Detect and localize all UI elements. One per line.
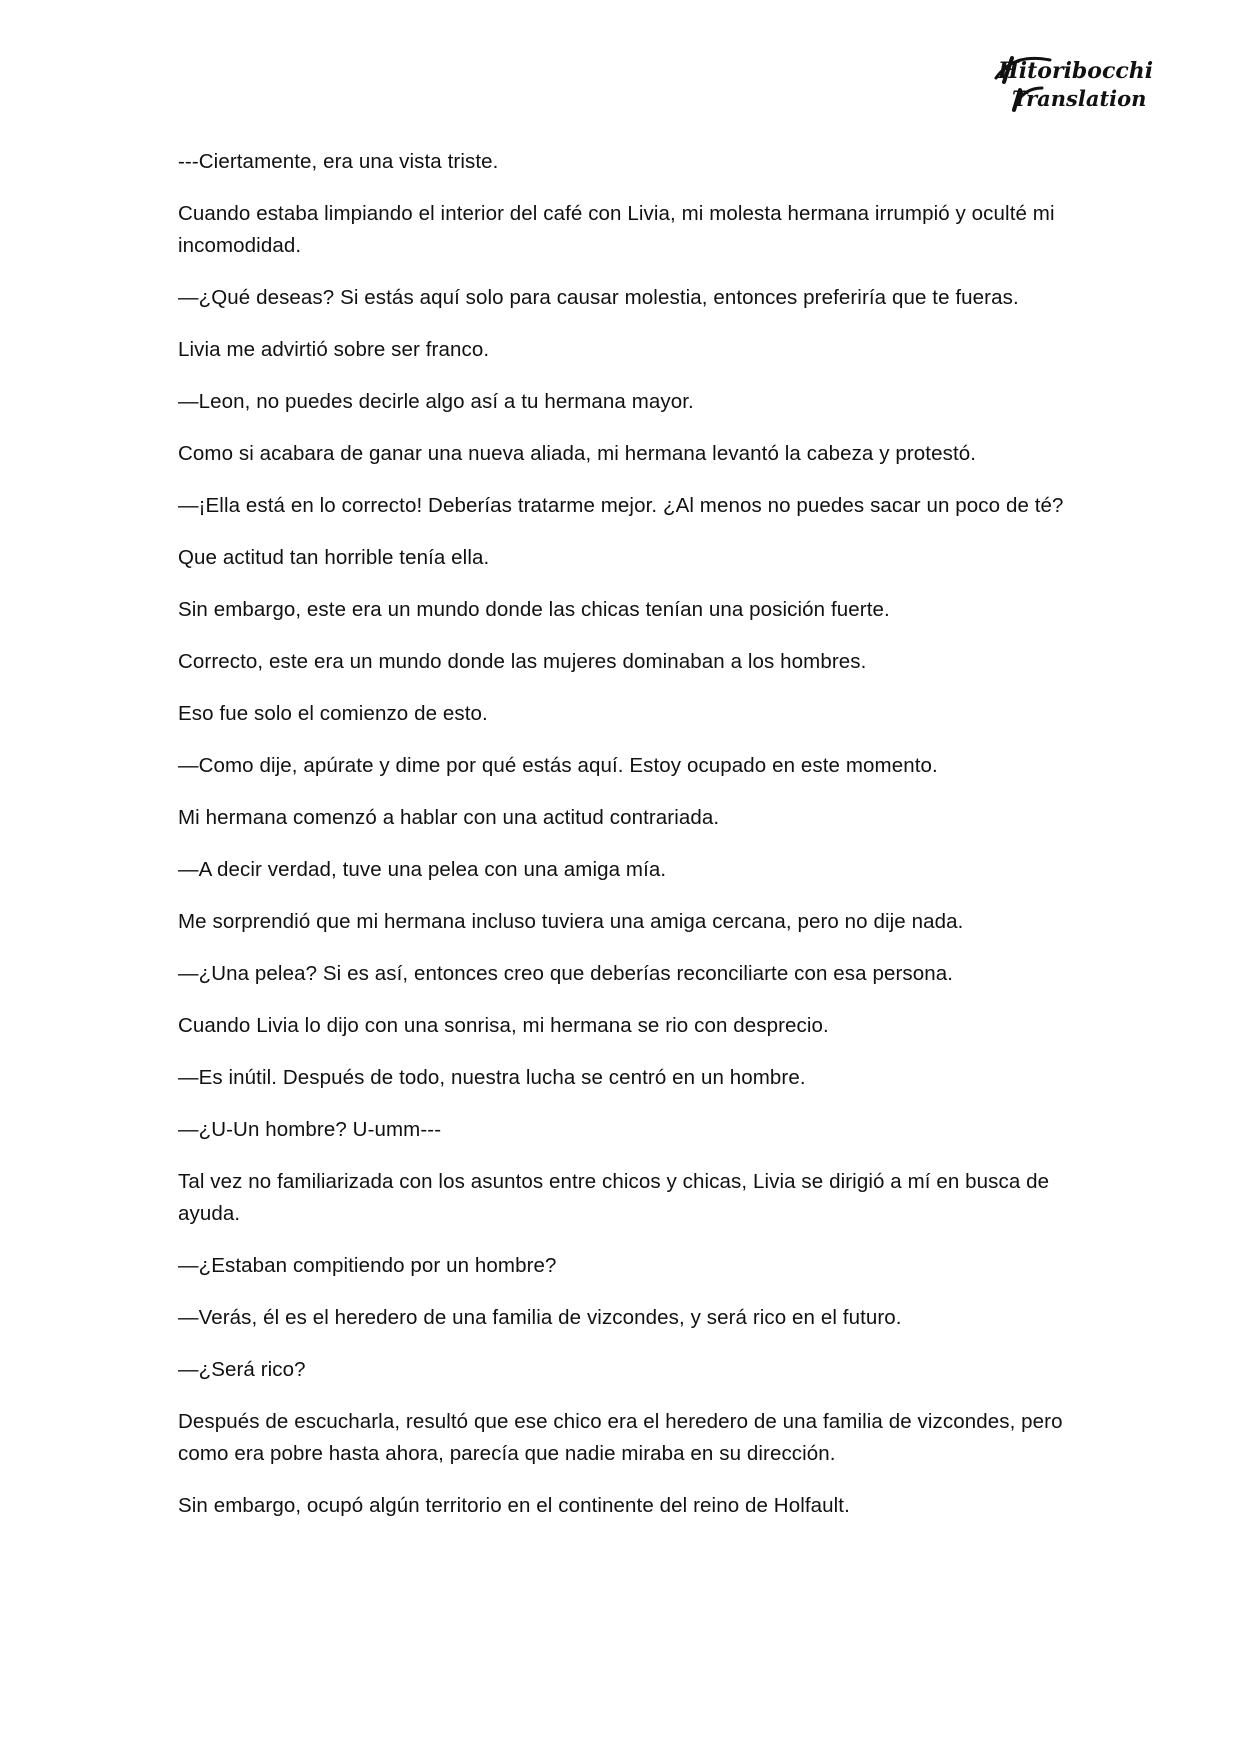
paragraph: Correcto, este era un mundo donde las mujeres dominaban a los hombres. <box>178 650 867 673</box>
paragraph: Que actitud tan horrible tenía ella. <box>178 546 490 569</box>
paragraph: —Verás, él es el heredero de una familia de vizcondes, y será rico en el futuro. <box>178 1306 902 1329</box>
paragraph: Después de escucharla, resultó que ese chico era el heredero de una familia de vizcondes, pero como era pobre hasta ahora, parecía que nadie miraba en su dirección. <box>178 1410 1063 1465</box>
paragraph: —¿Una pelea? Si es así, entonces creo que deberías reconciliarte con esa persona. <box>178 962 954 985</box>
logo-line2: Translation <box>1012 86 1147 111</box>
paragraph: Eso fue solo el comienzo de esto. <box>178 702 488 725</box>
paragraph: Cuando estaba limpiando el interior del café con Livia, mi molesta hermana irrumpió y oculté mi incomodidad. <box>178 202 1055 257</box>
paragraph: Sin embargo, este era un mundo donde las chicas tenían una posición fuerte. <box>178 598 890 621</box>
paragraph: —¿Será rico? <box>178 1358 306 1381</box>
paragraph: Me sorprendió que mi hermana incluso tuviera una amiga cercana, pero no dije nada. <box>178 910 964 933</box>
logo-line1: Hitoribocchi <box>998 58 1154 84</box>
paragraph: Livia me advirtió sobre ser franco. <box>178 338 490 361</box>
paragraph: —Como dije, apúrate y dime por qué estás aquí. Estoy ocupado en este momento. <box>178 754 938 777</box>
paragraph: —A decir verdad, tuve una pelea con una amiga mía. <box>178 858 667 881</box>
paragraph: —Leon, no puedes decirle algo así a tu hermana mayor. <box>178 390 694 413</box>
logo-wordmark <box>990 48 1160 114</box>
paragraph: —¿Qué deseas? Si estás aquí solo para causar molestia, entonces preferiría que te fueras. <box>178 286 1019 309</box>
paragraph: Sin embargo, ocupó algún territorio en el continente del reino de Holfault. <box>178 1494 850 1517</box>
hitoribocchi-translation-logo <box>990 48 1160 114</box>
paragraph: —¡Ella está en lo correcto! Deberías tratarme mejor. ¿Al menos no puedes sacar un poco de té? <box>178 494 1064 517</box>
paragraph: —¿Estaban compitiendo por un hombre? <box>178 1254 557 1277</box>
paragraph: Tal vez no familiarizada con los asuntos entre chicos y chicas, Livia se dirigió a mí en busca de ayuda. <box>178 1170 1050 1225</box>
paragraph: Como si acabara de ganar una nueva aliada, mi hermana levantó la cabeza y protestó. <box>178 442 977 465</box>
paragraph: Mi hermana comenzó a hablar con una actitud contrariada. <box>178 806 720 829</box>
paragraph: ---Ciertamente, era una vista triste. <box>178 150 499 173</box>
paragraph: —¿U-Un hombre? U-umm--- <box>178 1118 442 1141</box>
paragraph: —Es inútil. Después de todo, nuestra lucha se centró en un hombre. <box>178 1066 806 1089</box>
document-body <box>178 146 1078 1542</box>
paragraph: Cuando Livia lo dijo con una sonrisa, mi hermana se rio con desprecio. <box>178 1014 829 1037</box>
